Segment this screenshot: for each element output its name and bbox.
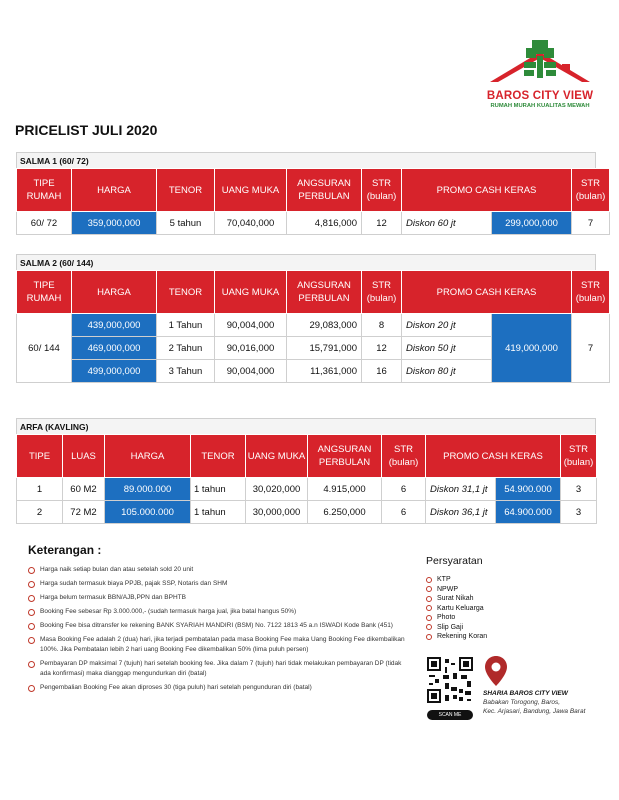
circle-bullet-icon	[28, 637, 35, 644]
qr-code-icon	[427, 657, 473, 703]
company-name: SHARIA BAROS CITY VIEW	[483, 690, 568, 697]
list-item: Masa Booking Fee adalah 2 (dua) hari, jika terjadi pembatalan pada masa Booking Fee maka Uang Booking Fee dikembalikan 100%. Jika Pembatalan lebih 2 hari uang Booking Fee dikembalikan 50% (lima puluh persen)	[28, 635, 413, 655]
cell-diskon: Diskon 50 jt	[402, 337, 492, 360]
col-str: STR (bulan)	[362, 271, 402, 314]
list-item: Harga naik setiap bulan dan atau setelah sold 20 unit	[28, 565, 413, 575]
cell-harga: 359,000,000	[72, 212, 157, 235]
col-str-promo: STR (bulan)	[572, 169, 610, 212]
brand-tagline: RUMAH MURAH KUALITAS MEWAH	[490, 103, 590, 109]
arfa-table	[16, 434, 597, 524]
table-row	[17, 478, 597, 501]
circle-bullet-icon	[28, 567, 35, 574]
cell-tenor: 1 tahun	[191, 501, 246, 524]
cell-harga: 499,000,000	[72, 360, 157, 383]
col-str-promo: STR (bulan)	[572, 271, 610, 314]
cell-harga: 469,000,000	[72, 337, 157, 360]
col-tipe-rumah: TIPE RUMAH	[17, 169, 72, 212]
cell-diskon: Diskon 20 jt	[402, 314, 492, 337]
circle-bullet-icon	[28, 623, 35, 630]
cell-tenor: 3 Tahun	[157, 360, 215, 383]
cell-tipe: 2	[17, 501, 63, 524]
salma2-section	[16, 254, 606, 383]
list-item: Rekening Koran	[426, 632, 596, 642]
list-item: Photo	[426, 613, 596, 623]
scan-me-label: SCAN ME	[427, 710, 473, 720]
cell-uang-muka: 30,000,000	[246, 501, 308, 524]
col-uang-muka: UANG MUKA	[215, 271, 287, 314]
list-item: Booking Fee sebesar Rp 3.000.000,- (sudah termasuk harga jual, jika batal hangus 50%)	[28, 607, 413, 617]
salma1-table	[16, 168, 610, 235]
col-promo: PROMO CASH KERAS	[426, 435, 561, 478]
cell-str-promo: 7	[572, 212, 610, 235]
cell-tenor: 5 tahun	[157, 212, 215, 235]
arfa-section	[16, 418, 596, 524]
cell-tipe: 60/ 72	[17, 212, 72, 235]
col-uang-muka: UANG MUKA	[246, 435, 308, 478]
col-str-promo: STR (bulan)	[561, 435, 597, 478]
list-item: Surat Nikah	[426, 594, 596, 604]
cell-angsuran: 6.250,000	[308, 501, 382, 524]
list-item: Pengembalian Booking Fee akan diproses 30 (tiga puluh) hari setelah pengunduran diri (batal)	[28, 683, 413, 693]
circle-bullet-icon	[28, 685, 35, 692]
cell-diskon: Diskon 36,1 jt	[426, 501, 496, 524]
col-str: STR (bulan)	[362, 169, 402, 212]
table-row	[17, 212, 610, 235]
col-tenor: TENOR	[191, 435, 246, 478]
section-title: SALMA 2 (60/ 144)	[16, 254, 596, 270]
cell-str-promo: 7	[572, 314, 610, 383]
requirements-section	[426, 555, 596, 642]
col-angsuran: ANGSURAN PERBULAN	[287, 271, 362, 314]
col-harga: HARGA	[72, 169, 157, 212]
cell-harga: 89.000.000	[105, 478, 191, 501]
cell-promo-price: 299,000,000	[492, 212, 572, 235]
cell-uang-muka: 30,020,000	[246, 478, 308, 501]
col-promo: PROMO CASH KERAS	[402, 271, 572, 314]
cell-uang-muka: 90,016,000	[215, 337, 287, 360]
cell-angsuran: 29,083,000	[287, 314, 362, 337]
table-row	[17, 314, 610, 337]
cell-uang-muka: 90,004,000	[215, 314, 287, 337]
cell-angsuran: 4.915,000	[308, 478, 382, 501]
cell-uang-muka: 70,040,000	[215, 212, 287, 235]
circle-bullet-icon	[28, 661, 35, 668]
cell-str: 6	[382, 478, 426, 501]
circle-bullet-icon	[426, 624, 432, 630]
section-title: SALMA 1 (60/ 72)	[16, 152, 596, 168]
requirements-title: Persyaratan	[426, 555, 483, 567]
col-tenor: TENOR	[157, 169, 215, 212]
circle-bullet-icon	[426, 634, 432, 640]
list-item: Harga belum termasuk BBN/AJB,PPN dan BPHTB	[28, 593, 413, 603]
cell-tenor: 2 Tahun	[157, 337, 215, 360]
cell-tenor: 1 tahun	[191, 478, 246, 501]
notes-section	[28, 543, 413, 697]
cell-promo-price: 64.900.000	[496, 501, 561, 524]
list-item: NPWP	[426, 585, 596, 595]
salma2-table	[16, 270, 610, 383]
list-item: Pembayaran DP maksimal 7 (tujuh) hari setelah booking fee. Jika dalam 7 (tujuh) hari tidak melakukan pembayaran DP (tidak ada konfirmasi) maka dianggap mengundurkan diri (batal)	[28, 659, 413, 679]
col-tipe: TIPE	[17, 435, 63, 478]
circle-bullet-icon	[28, 581, 35, 588]
cell-str: 6	[382, 501, 426, 524]
circle-bullet-icon	[426, 577, 432, 583]
list-item: Slip Gaji	[426, 623, 596, 633]
list-item: Kartu Keluarga	[426, 604, 596, 614]
cell-tipe: 60/ 144	[17, 314, 72, 383]
cell-str: 12	[362, 337, 402, 360]
cell-diskon: Diskon 31,1 jt	[426, 478, 496, 501]
cell-angsuran: 11,361,000	[287, 360, 362, 383]
table-row	[17, 501, 597, 524]
circle-bullet-icon	[426, 615, 432, 621]
cell-uang-muka: 90,004,000	[215, 360, 287, 383]
cell-tenor: 1 Tahun	[157, 314, 215, 337]
address-line: Babakan Torogong, Baros,	[483, 699, 561, 706]
col-uang-muka: UANG MUKA	[215, 169, 287, 212]
col-tipe-rumah: TIPE RUMAH	[17, 271, 72, 314]
brand-name: BAROS CITY VIEW	[486, 90, 594, 102]
cell-diskon: Diskon 60 jt	[402, 212, 492, 235]
house-logo-icon	[484, 38, 596, 92]
col-str: STR (bulan)	[382, 435, 426, 478]
cell-luas: 72 M2	[63, 501, 105, 524]
brand-logo	[480, 38, 600, 116]
cell-harga: 105.000.000	[105, 501, 191, 524]
col-angsuran: ANGSURAN PERBULAN	[308, 435, 382, 478]
notes-title: Keterangan :	[28, 543, 102, 557]
col-angsuran: ANGSURAN PERBULAN	[287, 169, 362, 212]
cell-str: 16	[362, 360, 402, 383]
col-tenor: TENOR	[157, 271, 215, 314]
map-pin-icon	[484, 655, 508, 692]
cell-str: 12	[362, 212, 402, 235]
col-promo: PROMO CASH KERAS	[402, 169, 572, 212]
cell-str-promo: 3	[561, 478, 597, 501]
address-line: Kec. Arjasari, Bandung, Jawa Barat	[483, 708, 586, 715]
cell-angsuran: 4,816,000	[287, 212, 362, 235]
qr-code[interactable]	[427, 657, 473, 723]
cell-harga: 439,000,000	[72, 314, 157, 337]
circle-bullet-icon	[426, 586, 432, 592]
list-item: KTP	[426, 575, 596, 585]
cell-angsuran: 15,791,000	[287, 337, 362, 360]
cell-str-promo: 3	[561, 501, 597, 524]
cell-promo-price: 419,000,000	[492, 314, 572, 383]
page-title: PRICELIST JULI 2020	[15, 122, 158, 138]
circle-bullet-icon	[426, 605, 432, 611]
cell-str: 8	[362, 314, 402, 337]
circle-bullet-icon	[426, 596, 432, 602]
requirements-list	[426, 575, 596, 642]
circle-bullet-icon	[28, 609, 35, 616]
salma1-section	[16, 152, 606, 235]
list-item: Booking Fee bisa ditransfer ke rekening BANK SYARIAH MANDIRI (BSM) No. 7122 1813 45 a.n ISWADI Kode Bank (451)	[28, 621, 413, 631]
cell-tipe: 1	[17, 478, 63, 501]
col-harga: HARGA	[105, 435, 191, 478]
section-title: ARFA (KAVLING)	[16, 418, 596, 434]
col-harga: HARGA	[72, 271, 157, 314]
circle-bullet-icon	[28, 595, 35, 602]
col-luas: LUAS	[63, 435, 105, 478]
cell-luas: 60 M2	[63, 478, 105, 501]
list-item: Harga sudah termasuk biaya PPJB, pajak SSP, Notaris dan SHM	[28, 579, 413, 589]
address-block	[483, 689, 613, 716]
cell-diskon: Diskon 80 jt	[402, 360, 492, 383]
cell-promo-price: 54.900.000	[496, 478, 561, 501]
notes-list	[28, 565, 413, 693]
